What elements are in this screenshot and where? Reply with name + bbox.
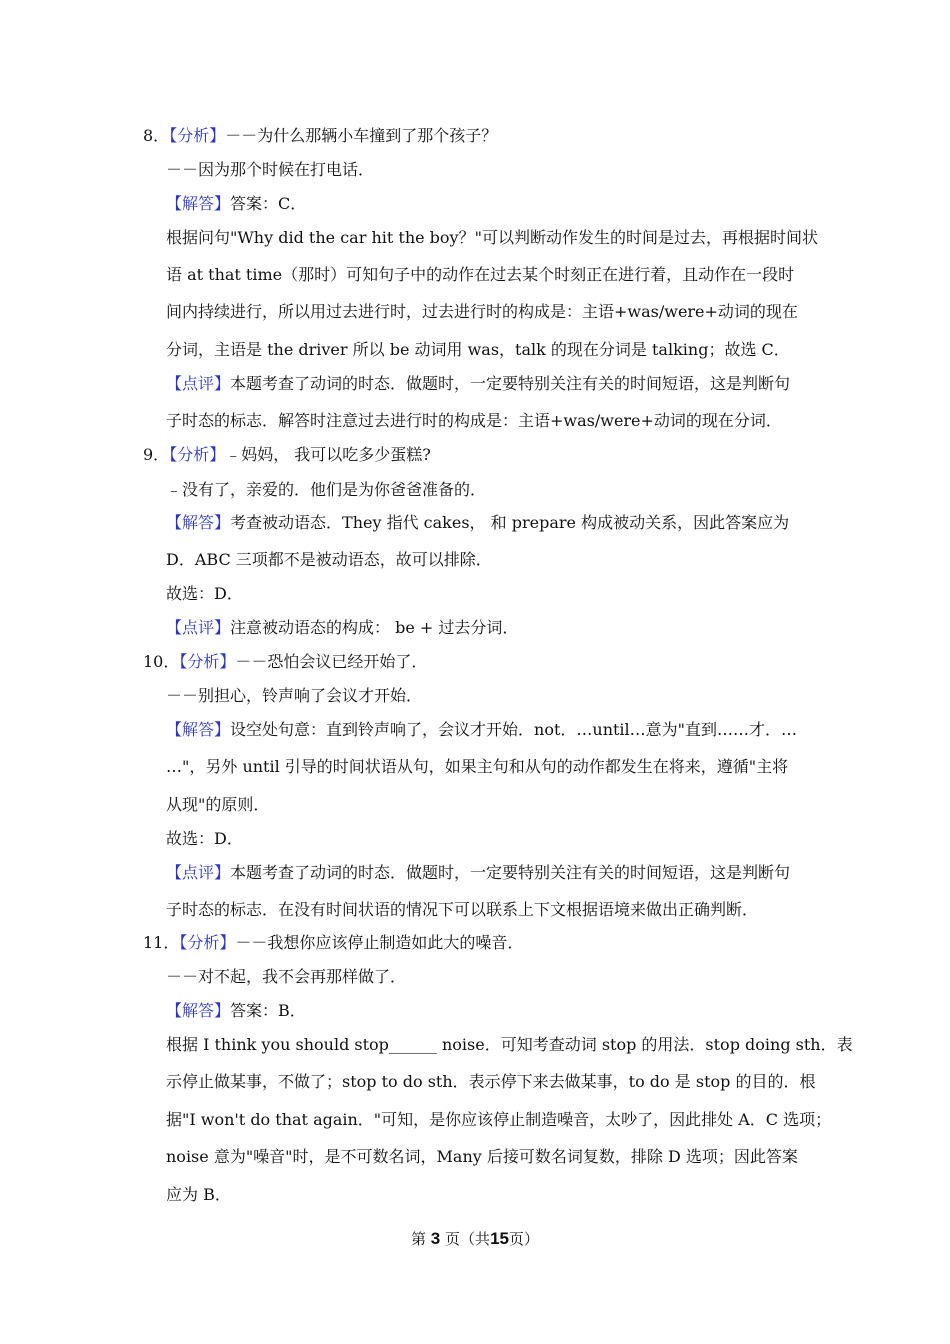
answer-tag: 【解答】 xyxy=(166,720,231,739)
answer-tag: 【解答】 xyxy=(166,194,231,213)
question-9-answer-line xyxy=(166,513,789,533)
footer-prefix: 第 xyxy=(411,1230,427,1248)
question-10-analysis-line xyxy=(143,652,427,672)
total-page-count: 15 xyxy=(490,1229,509,1248)
answer-text: 答案：B． xyxy=(230,1001,306,1020)
current-page-number: 3 xyxy=(430,1229,441,1248)
footer-suffix: 页） xyxy=(508,1230,539,1248)
analysis-text: －－对不起，我不会再那样做了． xyxy=(166,967,407,986)
analysis-text: －－恐怕会议已经开始了． xyxy=(235,652,428,671)
answer-text: 从现"的原则． xyxy=(166,795,270,814)
answer-text: 根据问句"Why did the car hit the boy？"可以判断动作发生的时间是过去，再根据时间状 xyxy=(166,228,818,247)
question-10-answer-line xyxy=(166,720,797,740)
comment-text: 子时态的标志．在没有时间状语的情况下可以联系上下文根据语境来做出正确判断． xyxy=(166,900,759,919)
question-9-comment-line xyxy=(166,618,518,638)
analysis-text: －－因为那个时候在打电话． xyxy=(166,160,375,179)
answer-text: 设空处句意：直到铃声响了，会议才开始．not．…until…意为"直到……才．… xyxy=(230,720,798,739)
analysis-tag: 【分析】 xyxy=(179,933,236,952)
answer-text: 分词，主语是 the driver 所以 be 动词用 was，talk 的现在分词是 talking；故选 C． xyxy=(166,340,790,359)
answer-text: noise 意为"噪音"时，是不可数名词，Many 后接可数名词复数，排除 D 选项；因此答案 xyxy=(166,1147,798,1166)
question-number: 9． xyxy=(143,445,170,464)
analysis-text: －－别担心，铃声响了会议才开始． xyxy=(166,686,423,705)
analysis-text: ﹣妈妈， 我可以吃多少蛋糕? xyxy=(225,445,431,464)
comment-tag: 【点评】 xyxy=(166,618,231,637)
answer-text: 间内持续进行，所以用过去进行时，过去进行时的构成是：主语+was/were+动词的现在 xyxy=(166,302,798,321)
comment-tag: 【点评】 xyxy=(166,374,231,393)
footer-middle: 页（共 xyxy=(445,1230,491,1248)
answer-text: 故选：D． xyxy=(166,584,243,603)
answer-text: 故选：D． xyxy=(166,829,243,848)
comment-text: 注意被动语态的构成： be + 过去分词． xyxy=(230,618,519,637)
question-11-analysis-line xyxy=(143,933,523,953)
analysis-tag: 【分析】 xyxy=(169,126,226,145)
answer-text: 语 at that time（那时）可知句子中的动作在过去某个时刻正在进行着，且动作在一段时 xyxy=(166,265,795,284)
answer-text: D．ABC 三项都不是被动语态，故可以排除． xyxy=(166,550,492,569)
question-number: 11． xyxy=(143,933,180,952)
answer-tag: 【解答】 xyxy=(166,513,231,532)
question-number: 10． xyxy=(143,652,180,671)
question-11-answer-line xyxy=(166,1001,306,1021)
question-8-answer-line xyxy=(166,194,306,214)
analysis-text: －－为什么那辆小车撞到了那个孩子？ xyxy=(225,126,498,145)
question-number: 8． xyxy=(143,126,170,145)
answer-text: …"，另外 until 引导的时间状语从句，如果主句和从句的动作都发生在将来，遵循"主将 xyxy=(166,757,789,776)
answer-text: 答案：C． xyxy=(230,194,307,213)
answer-text: 应为 B． xyxy=(166,1185,231,1204)
answer-text: 考查被动语态．They 指代 cakes， 和 prepare 构成被动关系，因此答案应为 xyxy=(230,513,790,532)
question-8-comment-line xyxy=(166,374,790,394)
comment-text: 本题考查了动词的时态．做题时，一定要特别关注有关的时间短语，这是判断句 xyxy=(230,863,791,882)
comment-text: 本题考查了动词的时态．做题时，一定要特别关注有关的时间短语，这是判断句 xyxy=(230,374,791,393)
analysis-text: ﹣没有了，亲爱的．他们是为你爸爸准备的． xyxy=(166,480,487,499)
answer-text: 根据 I think you should stop______ noise．可知考查动词 stop 的用法．stop doing sth．表 xyxy=(166,1035,853,1054)
question-8-analysis-line xyxy=(143,126,497,146)
analysis-tag: 【分析】 xyxy=(179,652,236,671)
answer-text: 据"I won't do that again．"可知，是你应该停止制造噪音，太吵了，因此排处 A．C 选项； xyxy=(166,1110,832,1129)
comment-text: 子时态的标志．解答时注意过去进行时的构成是：主语+was/were+动词的现在分词． xyxy=(166,411,782,430)
question-9-analysis-line xyxy=(143,445,431,465)
answer-text: 示停止做某事，不做了；stop to do sth．表示停下来去做某事，to do 是 stop 的目的．根 xyxy=(166,1072,816,1091)
comment-tag: 【点评】 xyxy=(166,863,231,882)
answer-tag: 【解答】 xyxy=(166,1001,231,1020)
analysis-text: －－我想你应该停止制造如此大的噪音． xyxy=(235,933,524,952)
question-10-comment-line xyxy=(166,863,790,883)
analysis-tag: 【分析】 xyxy=(169,445,226,464)
page-footer xyxy=(0,1229,950,1249)
